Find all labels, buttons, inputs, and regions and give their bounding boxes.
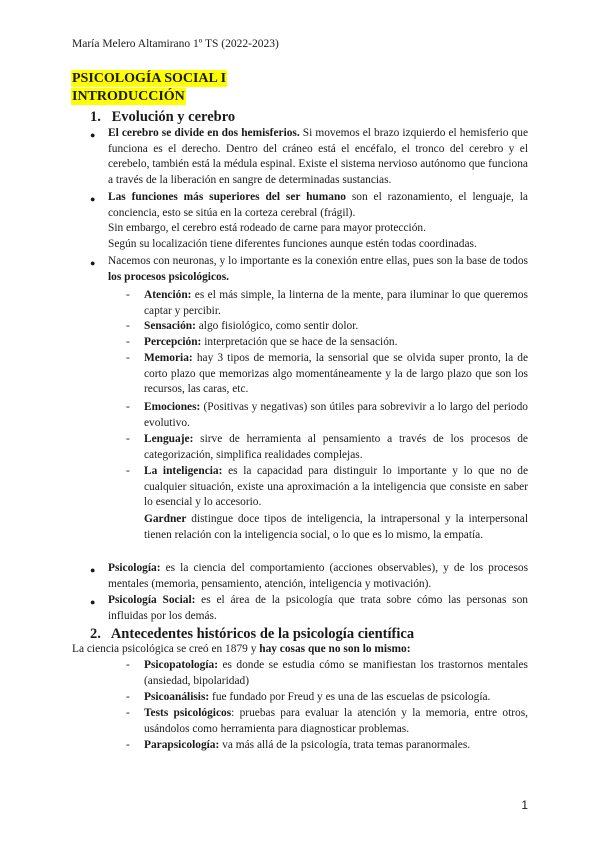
- document-header: María Melero Altamirano 1º TS (2022-2023): [72, 38, 279, 50]
- title-psicologia-social: PSICOLOGÍA SOCIAL I: [72, 71, 227, 86]
- bold-psicologia: Psicología:: [108, 562, 161, 574]
- bold-emociones: Emociones:: [144, 401, 201, 413]
- text-hemisferios: Si movemos el brazo izquierdo el hemisferio que funciona es el derecho. Dentro del cráneo está el encéfalo, el tronco del cerebro y el cerebelo, también está la médula espinal. Existe el sistema nervioso autónomo que funciona a través de la liberación en sangre de determinadas sustancias.: [108, 127, 529, 186]
- bold-tests: Tests psicológicos: [144, 707, 232, 719]
- text-neuronas: Nacemos con neuronas, y lo importante es la conexión entre ellas, pues son la base de todos: [108, 255, 528, 267]
- text-psicopatologia: es donde se estudia cómo se manifiestan los trastornos mentales (ansiedad, bipolaridad): [144, 659, 528, 687]
- bold-percepcion: Percepción:: [144, 336, 202, 348]
- item-memoria: [144, 351, 528, 398]
- paragraph-psicologia: [108, 561, 528, 592]
- item-lenguaje: [144, 432, 528, 463]
- bold-atencion: Atención:: [144, 289, 192, 301]
- dash-icon: -: [126, 336, 130, 348]
- item-inteligencia: [144, 464, 528, 511]
- dash-icon: -: [126, 465, 130, 477]
- item-atencion: [144, 288, 528, 319]
- text-psicologia-social: es el área de la psicología que trata sobre cómo las personas son influidas por los demás.: [108, 594, 528, 622]
- bullet-icon: ●: [90, 565, 96, 575]
- dash-icon: -: [126, 320, 130, 332]
- item-percepcion: [144, 335, 528, 351]
- bold-funciones: Las funciones más superiores del ser humano: [108, 191, 346, 203]
- text-parapsicologia: va más allá de la psicología, trata temas paranormales.: [219, 739, 471, 751]
- text-atencion: es el más simple, la linterna de la mente, para iluminar lo que queremos captar y percibir.: [144, 289, 528, 317]
- section-2-heading: [90, 625, 414, 643]
- bold-memoria: Memoria:: [144, 352, 193, 364]
- text-tests: : pruebas para evaluar la atención y la memoria, entre otros, usándolos como herramienta para diagnosticar problemas.: [144, 707, 529, 735]
- item-sensacion: [144, 319, 528, 335]
- bold-psicopatologia: Psicopatología:: [144, 659, 219, 671]
- paragraph-ciencia-1879: [72, 642, 528, 658]
- bold-psicologia-social: Psicología Social:: [108, 594, 196, 606]
- item-emociones: [144, 400, 528, 431]
- bullet-icon: ●: [90, 194, 96, 204]
- bullet-icon: ●: [90, 258, 96, 268]
- text-sensacion: algo fisiológico, como sentir dolor.: [195, 320, 359, 332]
- dash-icon: -: [126, 352, 130, 364]
- text-percepcion: interpretación que se hace de la sensación.: [201, 336, 398, 348]
- section-1-number: 1.: [90, 109, 101, 125]
- section-2-number: 2.: [90, 626, 101, 642]
- dash-icon: -: [126, 289, 130, 301]
- bold-gardner: Gardner: [144, 513, 187, 525]
- bullet-icon: ●: [90, 597, 96, 607]
- title-introduccion: INTRODUCCIÓN: [72, 89, 185, 104]
- page-number: 1: [521, 798, 528, 812]
- paragraph-funciones: [108, 190, 528, 252]
- bold-lenguaje: Lenguaje:: [144, 433, 194, 445]
- bold-hemisferios: El cerebro se divide en dos hemisferios.: [108, 127, 300, 139]
- paragraph-psicologia-social: [108, 593, 528, 624]
- bold-sensacion: Sensación:: [144, 320, 196, 332]
- text-memoria: hay 3 tipos de memoria, la sensorial que se olvida super pronto, la de corto plazo que memorizas algo momentáneamente y la de largo plazo que son los recursos, las caras, etc.: [144, 352, 528, 395]
- bold-procesos: los procesos psicológicos.: [108, 270, 229, 283]
- item-tests: [144, 706, 528, 737]
- text-emociones: (Positivas y negativas) son útiles para sobrevivir a lo largo del periodo evolutivo.: [144, 401, 528, 429]
- dash-icon: -: [126, 707, 130, 719]
- text-lenguaje: sirve de herramienta al pensamiento a través de los procesos de categorización, simplifica realidades complejas.: [144, 433, 528, 461]
- text-inteligencia: es la capacidad para distinguir lo importante y lo que no de cualquier situación, existe una aproximación a la inteligencia que consiste en saber lo esencial y lo accesorio.: [144, 465, 528, 508]
- section-1-heading: [90, 108, 235, 126]
- paragraph-gardner: [144, 512, 528, 543]
- text-gardner: distingue doce tipos de inteligencia, la intrapersonal y la interpersonal tienen relación con la inteligencia social, o lo que es lo mismo, la empatía.: [144, 513, 528, 541]
- dash-icon: -: [126, 659, 130, 671]
- bold-parapsicologia: Parapsicología:: [144, 739, 220, 751]
- dash-icon: -: [126, 691, 130, 703]
- item-psicoanalisis: [144, 690, 528, 706]
- bullet-icon: ●: [90, 130, 96, 140]
- paragraph-hemisferios: [108, 126, 528, 188]
- item-psicopatologia: [144, 658, 528, 689]
- text-funciones-line3: Según su localización tiene diferentes funciones aunque estén todas coordinadas.: [108, 237, 477, 250]
- dash-icon: -: [126, 401, 130, 413]
- section-1-title: Evolución y cerebro: [111, 109, 236, 125]
- section-2-title: Antecedentes históricos de la psicología científica: [110, 626, 415, 642]
- bold-inteligencia: La inteligencia:: [144, 465, 223, 477]
- text-ciencia-1879: La ciencia psicológica se creó en 1879 y: [72, 643, 260, 655]
- paragraph-neuronas: [108, 254, 528, 285]
- text-funciones-line2: Sin embargo, el cerebro está rodeado de carne para mayor protección.: [108, 222, 426, 234]
- text-funciones: son el razonamiento, el lenguaje, la conciencia, esto se sitúa en la corteza cerebral (frágil).: [108, 191, 528, 219]
- dash-icon: -: [126, 433, 130, 445]
- bold-no-lo-mismo: hay cosas que no son lo mismo:: [259, 643, 411, 655]
- text-psicologia: es la ciencia del comportamiento (acciones observables), y de los procesos mentales (memoria, pensamiento, atención, inteligencia y motivación).: [108, 562, 528, 590]
- item-parapsicologia: [144, 738, 528, 754]
- text-psicoanalisis: fue fundado por Freud y es una de las escuelas de psicología.: [209, 691, 491, 703]
- dash-icon: -: [126, 739, 130, 751]
- bold-psicoanalisis: Psicoanálisis:: [144, 691, 210, 703]
